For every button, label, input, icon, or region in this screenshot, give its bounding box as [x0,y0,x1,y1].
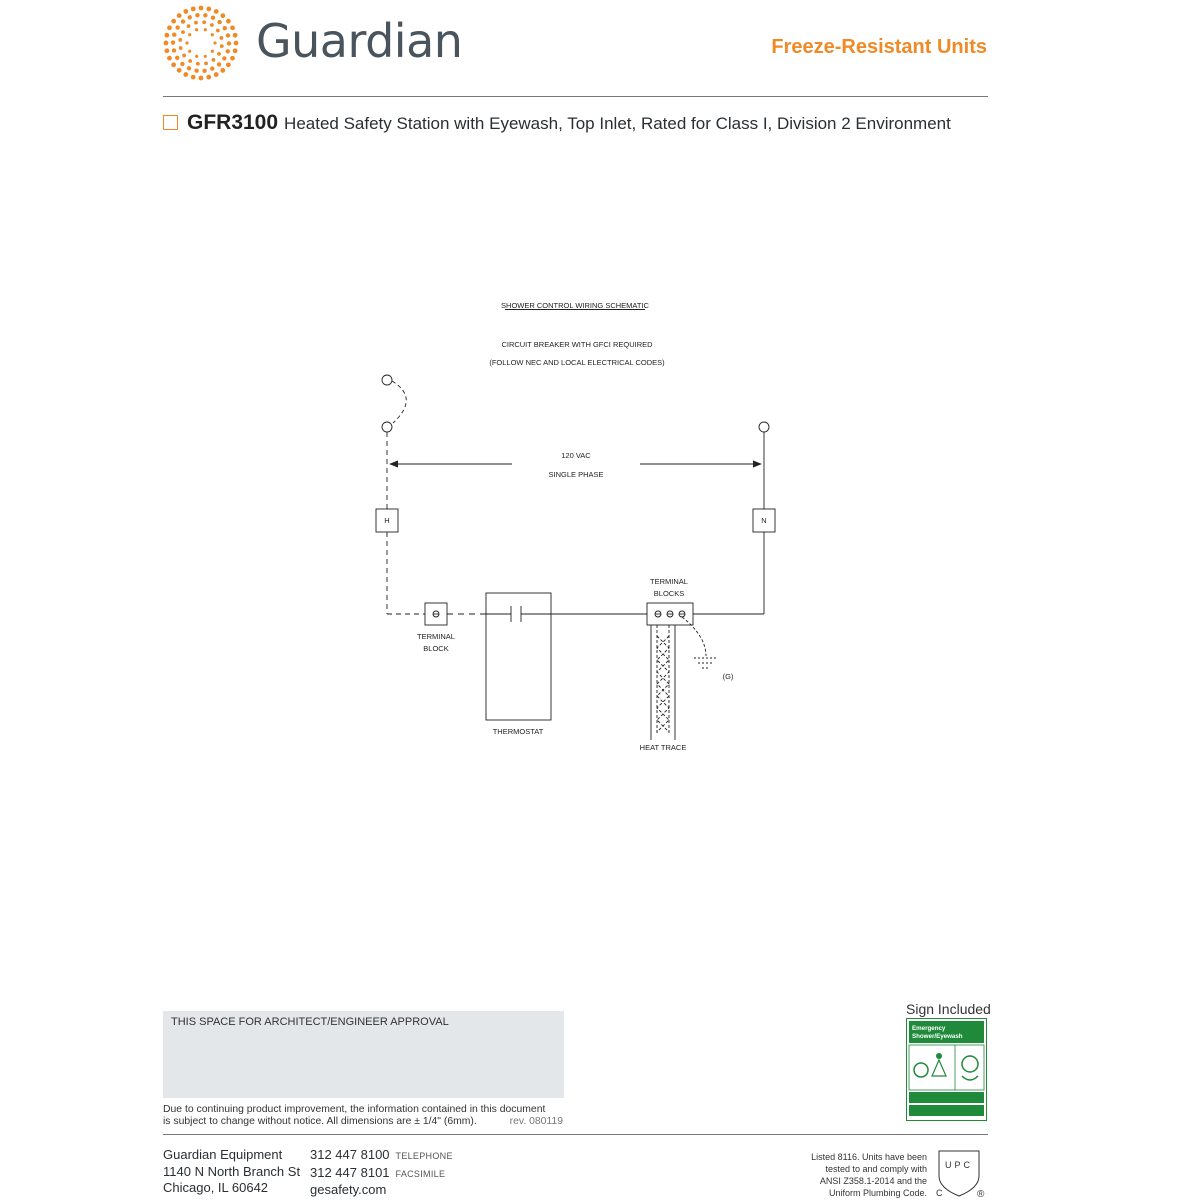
logo-dot [219,36,223,40]
logo-dot [187,66,191,70]
logo-dot [211,33,214,36]
terminal-block-label-1: TERMINAL [417,632,455,641]
logo-dot [191,6,196,11]
logo-dot [187,24,191,28]
logo-dot [227,41,231,45]
logo-dot [199,76,204,81]
logo-dot [226,33,230,37]
logo-dot [188,33,191,36]
sign-title-line-2: Shower/Eyewash [912,1033,963,1040]
logo-dot [230,56,235,61]
neutral-label: N [761,516,767,525]
ground-wire [682,617,706,656]
voltage-label: 120 VAC [561,451,591,460]
logo-dot [233,48,238,53]
logo-dot [179,46,183,50]
logo-dot [217,20,221,24]
hot-label: H [384,516,390,525]
thermostat-label: THERMOSTAT [492,727,544,736]
revision-number: rev. 080119 [509,1116,563,1127]
logo-dot [204,28,207,31]
product-code: GFR3100 [187,111,279,134]
city-state-zip: Chicago, IL 60642 [163,1180,269,1195]
logo-dot [171,62,176,67]
logo-dot [177,68,182,73]
logo-dot [206,6,211,11]
selection-checkbox[interactable] [163,115,178,130]
fax-tag: FACSIMILE [395,1168,446,1179]
logo-dot [188,50,191,53]
logo-dot [202,20,206,24]
neutral-supply-terminal [759,422,769,432]
logo-dot [191,75,196,80]
logo-dot [220,44,224,48]
logo-dot [195,13,199,17]
logo-dot [175,25,179,29]
phase-label: SINGLE PHASE [548,470,604,479]
logo-dot [213,41,216,44]
sign-title-line-1: Emergency [912,1025,946,1032]
logo-dot [212,58,216,62]
code-note: (FOLLOW NEC AND LOCAL ELECTRICAL CODES) [489,358,665,367]
logo-dot [226,19,231,24]
disclaimer-line-1: Due to continuing product improvement, the information contained in this document [163,1104,546,1115]
thermostat-box [486,593,551,720]
logo-dot [199,6,204,11]
terminal-block-label-2: BLOCK [423,644,449,653]
logo-dot [194,21,198,25]
telephone-number[interactable]: 312 447 8100 [310,1147,390,1162]
breaker-bottom-terminal [382,422,392,432]
approval-box[interactable] [163,1011,564,1098]
logo-dot [204,55,207,58]
street-address: 1140 N North Branch St [163,1163,301,1179]
logo-dot [222,56,226,60]
logo-dot [164,48,169,53]
logo-dot [210,66,214,70]
product-title [163,111,951,135]
breaker-switch-arc [392,381,406,423]
fax-number: 312 447 8101 [310,1164,390,1180]
terminal-blocks-label-2: BLOCKS [653,589,685,598]
company-name: Guardian Equipment [163,1147,283,1162]
emergency-sign-image [906,1018,987,1121]
product-description: Heated Safety Station with Eyewash, Top Inlet, Rated for Class I, Division 2 Environment [284,114,951,133]
heat-trace-label: HEAT TRACE [639,743,687,752]
logo-dot [211,16,215,20]
logo-dot [180,62,184,66]
logo-dot [206,75,211,80]
logo-dot [214,72,219,77]
logo-dot [196,62,200,66]
disclaimer-line-2: is subject to change without notice. All dimensions are ± 1/4" (6mm). [163,1116,477,1127]
logo-dot [164,33,169,38]
guardian-logo-icon [160,2,242,84]
listing-statement [800,1151,927,1199]
breaker-top-terminal [382,375,392,385]
logo-dot [172,48,176,52]
upc-c-mark: C [936,1188,943,1198]
wiring-schematic [360,295,800,765]
company-contact [310,1147,453,1199]
logo-dot [183,9,188,14]
footer-divider [163,1134,988,1135]
terminal-blocks-label-1: TERMINAL [650,577,688,586]
listing-line-3: ANSI Z358.1-2014 and the [819,1176,927,1186]
sign-included-label: Sign Included [906,1001,991,1017]
gfci-note: CIRCUIT BREAKER WITH GFCI REQUIRED [501,340,653,349]
logo-dot [175,56,179,60]
approval-label: THIS SPACE FOR ARCHITECT/ENGINEER APPROVAL [171,1016,449,1028]
telephone-tag: TELEPHONE [395,1151,453,1161]
logo-dot [203,13,207,17]
logo-dot [177,13,182,18]
disclaimer [163,1104,563,1128]
logo-dot [188,15,192,19]
brand-name: Guardian [256,14,463,68]
listing-line-2: tested to and comply with [825,1164,927,1174]
logo-dot [211,50,214,53]
logo-dot [172,33,176,37]
website-link[interactable]: gesafety.com [310,1182,387,1197]
logo-dot [181,30,185,34]
logo-dot [204,61,208,65]
listing-line-4: Uniform Plumbing Code. [828,1188,927,1198]
logo-dot [217,52,221,56]
logo-dot [194,68,198,72]
logo-dot [183,72,188,77]
logo-dot [226,49,230,53]
logo-dot [195,55,198,58]
upc-registered-mark: ® [977,1189,985,1200]
logo-dot [167,25,172,30]
logo-dot [214,9,219,14]
logo-dot [164,41,169,46]
logo-dot [217,62,221,66]
logo-dot [181,19,185,23]
logo-dot [182,54,186,58]
logo-dot [171,19,176,24]
logo-dot [188,59,192,63]
logo-dot [220,68,225,73]
company-address [163,1147,300,1197]
logo-dot [178,38,182,42]
logo-dot [171,40,175,44]
logo-dot [234,41,239,46]
ground-label: (G) [722,672,734,681]
logo-dot [226,62,231,67]
product-category: Freeze-Resistant Units [771,36,987,58]
logo-dot [167,56,172,61]
logo-dot [185,41,188,44]
logo-dot [233,33,238,38]
upc-certification-icon [933,1148,989,1200]
logo-dot [202,69,206,73]
upc-letters: UPC [944,1160,974,1170]
logo-dot [223,26,227,30]
logo-dot [210,23,214,27]
logo-dot [220,13,225,18]
listing-line-1: Listed 8116. Units have been [811,1152,927,1162]
header-divider [163,96,988,97]
logo-dot [216,29,220,33]
logo-dot [195,28,198,31]
schematic-title: SHOWER CONTROL WIRING SCHEMATIC [501,301,649,310]
logo-dot [230,25,235,30]
